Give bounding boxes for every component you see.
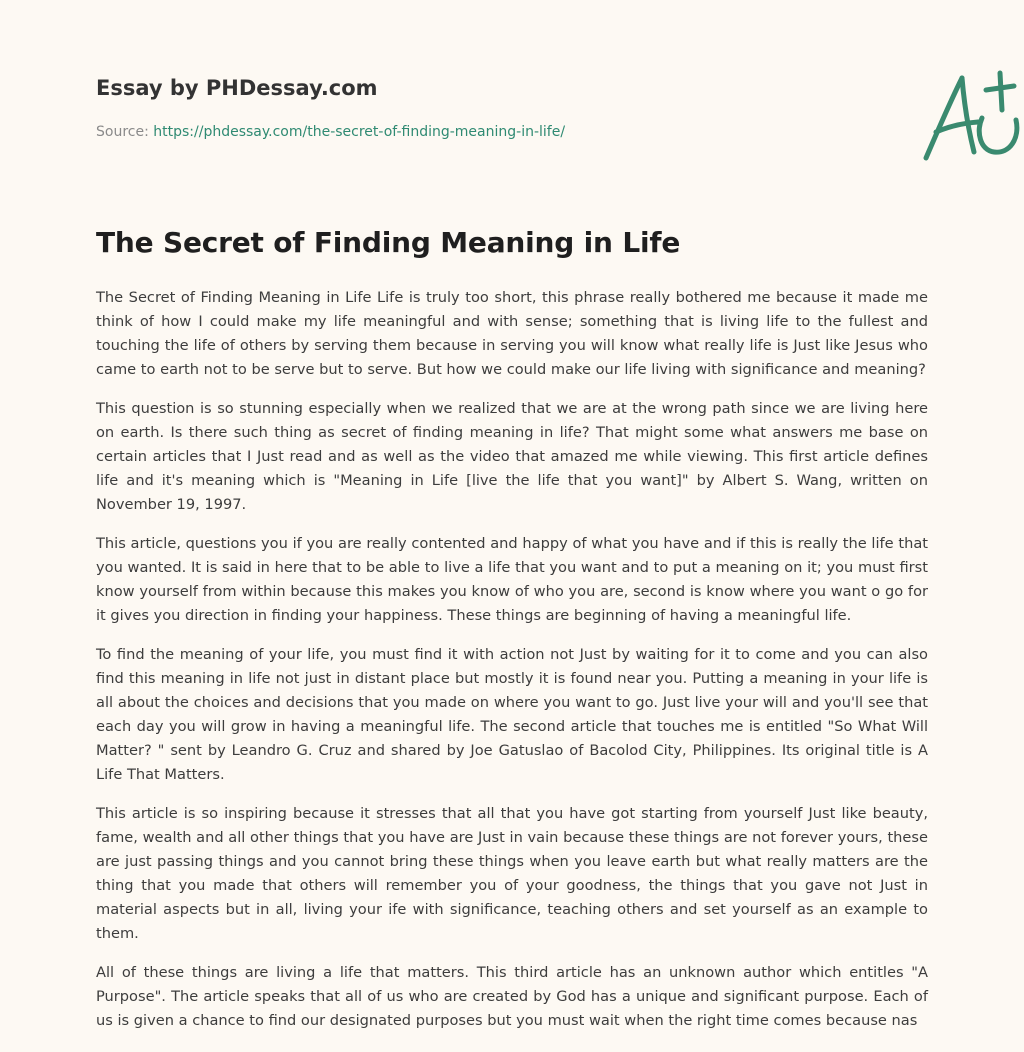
essay-paragraph: To find the meaning of your life, you must find it with action not Just by waiting for it to come and you can also find this meaning in life not just in distant place but mostly it is found near you. Putting a meaning in your life is all about the choices and decisions that you made on where you want to go. Just live your will and you'll see that each day you will grow in having a meaningful life. The second article that touches me is entitled "So What Will Matter? " sent by Leandro G. Cruz and shared by Joe Gatuslao of Bacolod City, Philippines. Its original title is A Life That Matters. [96,646,928,783]
essay-paragraph: The Secret of Finding Meaning in Life Life is truly too short, this phrase really bothered me because it made me think of how I could make my life meaningful and with sense; something that is living life to the fullest and touching the life of others by serving them because in serving you will know what really life is Just like Jesus who came to earth not to be serve but to serve. But how we could make our life living with significance and meaning? [96,289,928,378]
essay-paragraph: This article is so inspiring because it stresses that all that you have got starting from yourself Just like beauty, fame, wealth and all other things that you have are Just in vain because these things are not forever yours, these are just passing things and you cannot bring these things when you leave earth but what really matters are the thing that you made that others will remember you of your goodness, the things that you gave not Just in material aspects but in all, living your ife with significance, teaching others and set yourself as an example to them. [96,805,928,942]
site-title: Essay by PHDessay.com [96,76,378,100]
source-link[interactable]: https://phdessay.com/the-secret-of-finding-meaning-in-life/ [153,124,566,140]
a-plus-grade-icon [916,68,1024,168]
essay-title: The Secret of Finding Meaning in Life [96,226,681,259]
essay-paragraph: This article, questions you if you are really contented and happy of what you have and if this is really the life that you wanted. It is said in here that to be able to live a life that you want and to put a meaning on it; you must first know yourself from within because this makes you know of who you are, second is know where you want o go for it gives you direction in finding your happiness. These things are beginning of having a meaningful life. [96,535,928,624]
essay-body [96,286,928,1048]
essay-paragraph: This question is so stunning especially when we realized that we are at the wrong path since we are living here on earth. Is there such thing as secret of finding meaning in life? That might some what answers me base on certain articles that I Just read and as well as the video that amazed me while viewing. This first article defines life and it's meaning which is "Meaning in Life [live the life that you want]" by Albert S. Wang, written on November 19, 1997. [96,400,928,513]
source-label: Source: [96,124,154,140]
source-line [96,124,565,140]
essay-paragraph: All of these things are living a life that matters. This third article has an unknown author which entitles "A Purpose". The article speaks that all of us who are created by God has a unique and significant purpose. Each of us is given a chance to find our designated purposes but you must wait when the right time comes because nas [96,964,928,1029]
